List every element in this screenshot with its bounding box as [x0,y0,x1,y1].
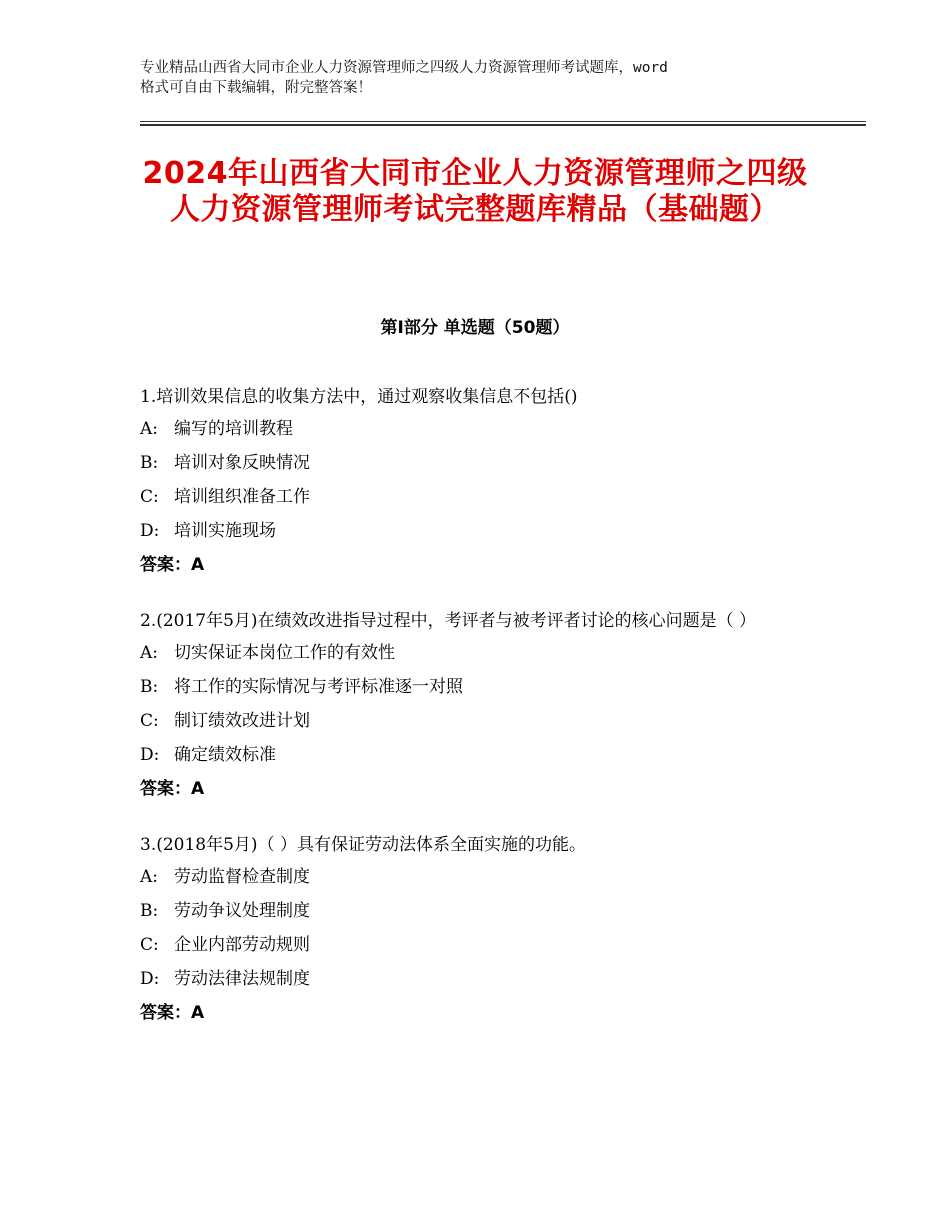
option-a [140,636,820,670]
answer-line [140,772,820,806]
option-text: 企业内部劳动规则 [174,935,310,955]
option-letter: B: [140,677,159,697]
answer-line [140,548,820,582]
header-note [140,58,840,98]
option-text: 确定绩效标准 [174,745,276,765]
option-c [140,480,820,514]
option-d [140,514,820,548]
option-letter: D: [140,745,160,765]
option-b [140,670,820,704]
header-divider-thick [140,124,866,126]
answer-line [140,996,820,1030]
answer-value: A [191,555,205,575]
option-text: 编写的培训教程 [174,419,293,439]
answer-label: 答案： [140,555,191,575]
document-title: 2024年山西省大同市企业人力资源管理师之四级人力资源管理师考试完整题库精品（基础题） [142,156,808,227]
option-b [140,446,820,480]
question-item [140,830,820,1030]
question-list [140,382,820,1054]
option-b [140,894,820,928]
option-text: 将工作的实际情况与考评标准逐一对照 [174,677,463,697]
option-text: 劳动争议处理制度 [174,901,310,921]
option-text: 培训对象反映情况 [174,453,310,473]
option-text: 劳动监督检查制度 [174,867,310,887]
answer-label: 答案： [140,1003,191,1023]
option-text: 劳动法律法规制度 [174,969,310,989]
option-letter: C: [140,487,159,507]
option-letter: A: [140,419,159,439]
question-stem: 2.(2017年5月)在绩效改进指导过程中，考评者与被考评者讨论的核心问题是（ ） [140,611,756,631]
option-letter: B: [140,901,159,921]
option-d [140,738,820,772]
answer-label: 答案： [140,779,191,799]
option-c [140,704,820,738]
option-letter: D: [140,521,160,541]
question-stem: 3.(2018年5月)（ ）具有保证劳动法体系全面实施的功能。 [140,835,586,855]
header-divider-thin [140,121,866,122]
option-text: 培训实施现场 [174,521,276,541]
option-letter: D: [140,969,160,989]
question-item [140,606,820,806]
question-stem: 1.培训效果信息的收集方法中，通过观察收集信息不包括() [140,387,578,407]
option-text: 切实保证本岗位工作的有效性 [174,643,395,663]
option-letter: A: [140,867,159,887]
option-letter: B: [140,453,159,473]
option-a [140,412,820,446]
option-letter: C: [140,711,159,731]
header-note-line2: 格式可自由下载编辑，附完整答案！ [140,80,372,96]
answer-value: A [191,1003,205,1023]
header-note-line1: 专业精品山西省大同市企业人力资源管理师之四级人力资源管理师考试题库，word [140,60,668,76]
option-text: 制订绩效改进计划 [174,711,310,731]
option-c [140,928,820,962]
option-a [140,860,820,894]
answer-value: A [191,779,205,799]
section-heading: 第Ⅰ部分 单选题（50题） [380,318,570,338]
option-letter: C: [140,935,159,955]
question-item [140,382,820,582]
option-d [140,962,820,996]
option-text: 培训组织准备工作 [174,487,310,507]
option-letter: A: [140,643,159,663]
